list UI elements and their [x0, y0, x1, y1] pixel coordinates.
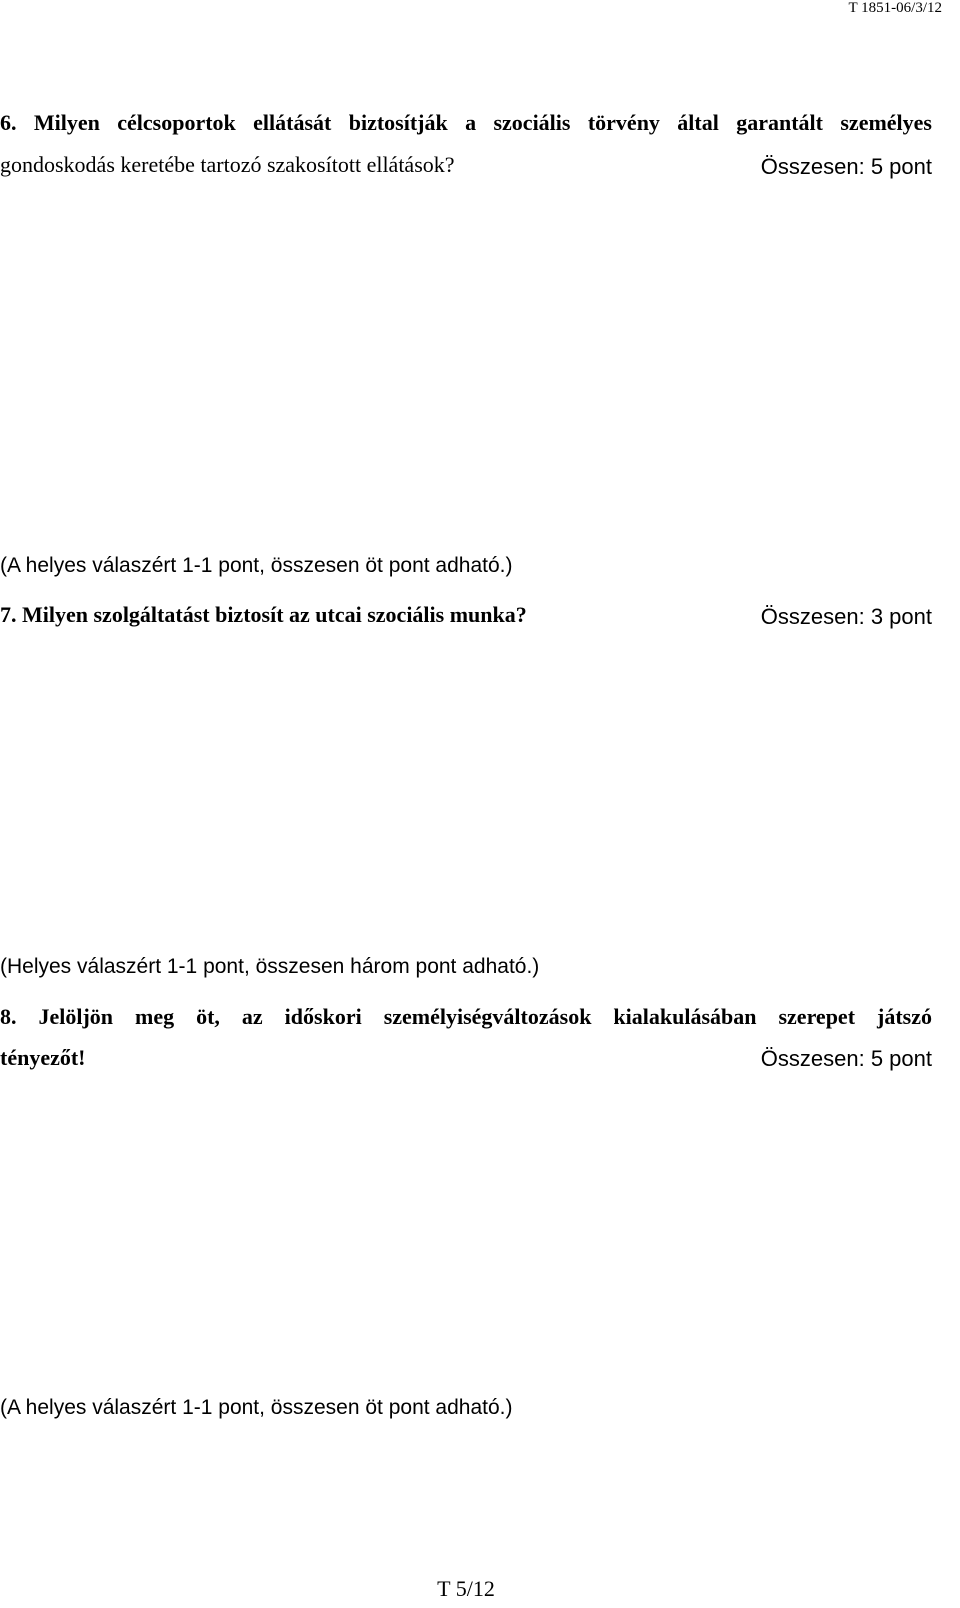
document-code: T 1851-06/3/12 — [848, 0, 942, 16]
question-8-line-1: 8. Jelöljön meg öt, az időskori személyiségváltozások kialakulásában szerepet játszó — [0, 1004, 932, 1029]
question-6-line-1: 6. Milyen célcsoportok ellátását biztosítják a szociális törvény által garantált személyes — [0, 110, 932, 135]
page-number: T 5/12 — [437, 1576, 495, 1601]
question-8-line-2: tényezőt! — [0, 1045, 86, 1070]
question-7-points: Összesen: 3 pont — [760, 604, 932, 629]
question-6-points: Összesen: 5 pont — [760, 154, 932, 179]
question-6-line-2: gondoskodás keretébe tartozó szakosított ellátások? — [0, 152, 455, 177]
question-7-scoring-note: (Helyes válaszért 1-1 pont, összesen három pont adható.) — [0, 955, 540, 978]
question-6-scoring-note: (A helyes válaszért 1-1 pont, összesen öt pont adható.) — [0, 554, 513, 577]
question-7-text: 7. Milyen szolgáltatást biztosít az utcai szociális munka? — [0, 602, 527, 627]
question-8-points: Összesen: 5 pont — [760, 1046, 932, 1071]
question-8-scoring-note: (A helyes válaszért 1-1 pont, összesen öt pont adható.) — [0, 1396, 513, 1419]
